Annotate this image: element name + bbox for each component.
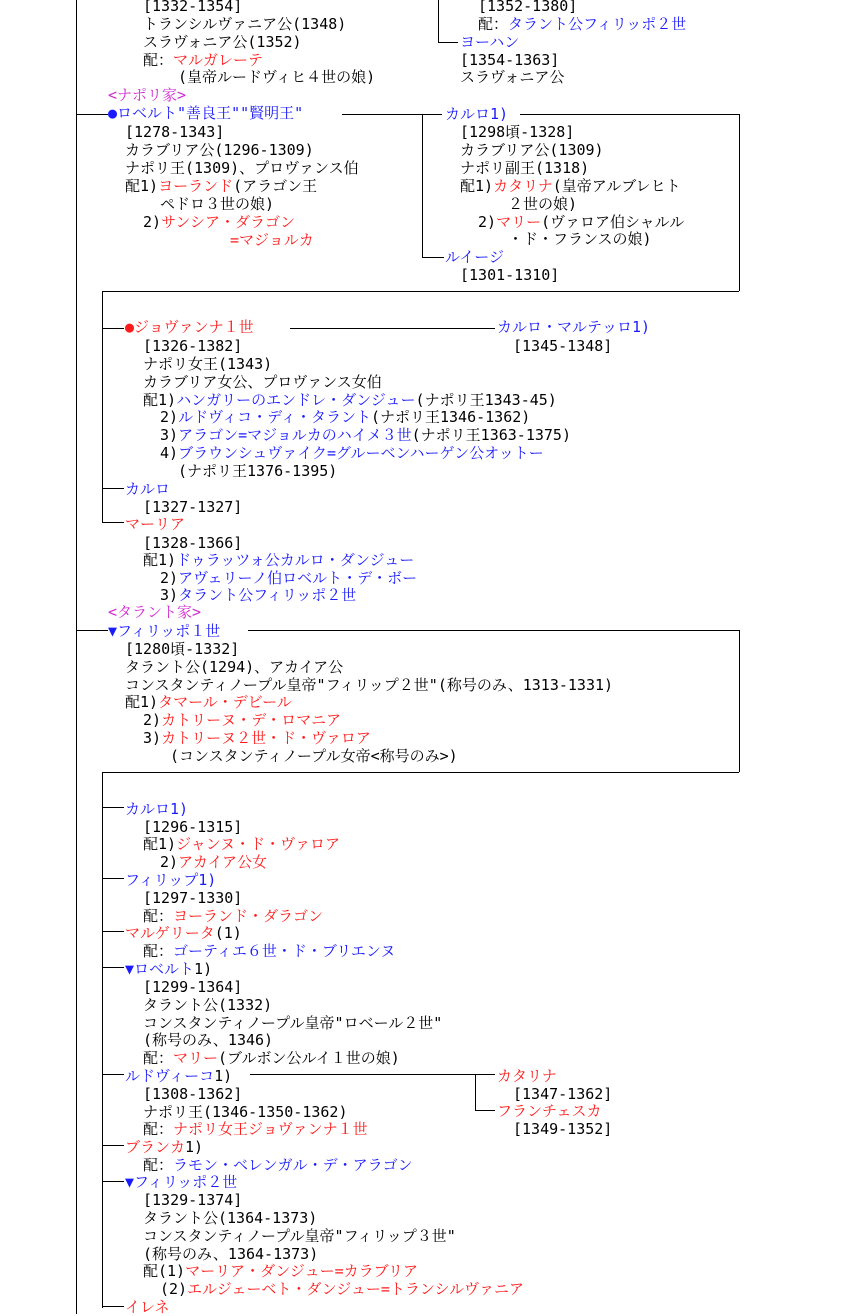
person-name: エルジェーベト・ダンジュー=トランシルヴァニア xyxy=(187,1280,525,1298)
tree-line xyxy=(460,141,604,159)
person-name: <ナポリ家> xyxy=(108,86,187,104)
detail-text: 4) xyxy=(160,444,179,462)
person-name: アラゴン=マジョルカのハイメ３世 xyxy=(178,426,412,444)
tree-line xyxy=(125,640,239,658)
person-name: ロベルト xyxy=(134,960,195,978)
detail-text: [1296-1315] xyxy=(143,818,243,836)
tree-line xyxy=(497,1102,602,1120)
detail-text: (2) xyxy=(160,1280,188,1298)
detail-text: タラント公(1332) xyxy=(143,996,273,1014)
tree-line xyxy=(143,1262,418,1280)
detail-text: 配： xyxy=(143,51,174,69)
detail-text: (1) xyxy=(214,924,242,942)
tree-line xyxy=(143,1031,273,1049)
person-name: ゴーティエ６世・ド・ブリエンヌ xyxy=(173,942,396,960)
tree-line xyxy=(108,86,186,104)
detail-text: (ナポリ王1363-1375) xyxy=(411,426,571,444)
tree-line xyxy=(108,622,220,640)
detail-text: [1352-1380] xyxy=(478,0,578,15)
person-name: ジョヴァンナ１世 xyxy=(134,318,254,336)
detail-text: スラヴォニア公 xyxy=(460,68,565,86)
detail-text: カラブリア公(1309) xyxy=(460,141,604,159)
tree-line xyxy=(143,1245,318,1263)
person-name: マルガレーテ xyxy=(173,51,264,69)
person-name: マーリア xyxy=(125,515,186,533)
tree-line xyxy=(460,68,564,86)
detail-text: ２世の娘) xyxy=(508,195,578,213)
detail-text: 3) xyxy=(160,426,179,444)
tree-line xyxy=(143,1156,413,1174)
detail-text: [1326-1382] xyxy=(143,337,243,355)
person-name: ドゥラッツォ公カルロ・ダンジュー xyxy=(176,551,415,569)
tree-line xyxy=(108,603,201,621)
detail-text: 2) xyxy=(478,213,497,231)
person-name: ブラウンシュヴァイク=グルーベンハーゲン公オットー xyxy=(178,444,544,462)
tree-line xyxy=(160,426,571,444)
tree-line xyxy=(143,978,242,996)
detail-text: (コンスタンティノープル女帝<称号のみ>) xyxy=(170,747,458,765)
person-name: サンシア・ダラゴン xyxy=(161,213,295,231)
person-name: カルロ・マルテッロ1) xyxy=(497,318,651,336)
detail-text: [1329-1374] xyxy=(143,1191,243,1209)
detail-text: トランシルヴァニア公(1348) xyxy=(143,15,347,33)
detail-text: コンスタンティノープル皇帝"フィリップ２世"(称号のみ、1313-1331) xyxy=(125,676,614,694)
detail-text: 配： xyxy=(143,942,174,960)
tree-line xyxy=(143,996,272,1014)
tree-line xyxy=(143,0,242,15)
detail-text: (ブルボン公ルイ１世の娘) xyxy=(218,1049,400,1067)
tree-line xyxy=(460,123,574,141)
person-name: マリー xyxy=(173,1049,219,1067)
person-name: ヨーランド xyxy=(158,177,234,195)
tree-line xyxy=(125,960,212,978)
tree-line xyxy=(160,586,356,604)
tree-line xyxy=(143,907,323,925)
tree-line xyxy=(445,248,504,266)
detail-text: (ヴァロア伯シャルル xyxy=(541,213,685,231)
tree-line xyxy=(460,266,559,284)
tree-line xyxy=(143,818,242,836)
detail-text: 配1) xyxy=(143,835,177,853)
tree-line xyxy=(143,1120,368,1138)
person-name: ブランカ xyxy=(125,1138,186,1156)
tree-line xyxy=(178,462,337,480)
person-name: ▼ xyxy=(125,960,135,978)
detail-text: [1298頃-1328] xyxy=(460,123,575,141)
tree-line xyxy=(143,373,382,391)
tree-line xyxy=(125,159,359,177)
tree-line xyxy=(143,51,263,69)
detail-text: スラヴォニア公(1352) xyxy=(143,33,302,51)
tree-line xyxy=(125,658,343,676)
tree-line xyxy=(143,213,295,231)
detail-text: [1327-1327] xyxy=(143,498,243,516)
person-name: <タラント家> xyxy=(108,603,202,621)
detail-text: [1280頃-1332] xyxy=(125,640,240,658)
tree-line xyxy=(143,391,557,409)
person-name: ロベルト"善良王""賢明王" xyxy=(117,104,304,122)
detail-text: 配： xyxy=(143,907,174,925)
tree-line xyxy=(125,693,292,711)
tree-line xyxy=(143,1049,400,1067)
person-name: フィリッポ２世 xyxy=(134,1173,238,1191)
person-name: フランチェスカ xyxy=(497,1102,602,1120)
tree-line xyxy=(143,1227,456,1245)
detail-text: 2) xyxy=(143,711,162,729)
detail-text: (称号のみ、1346) xyxy=(143,1031,274,1049)
tree-line xyxy=(230,231,314,249)
person-name: カトリーヌ・デ・ロマニア xyxy=(161,711,342,729)
tree-line xyxy=(160,1280,524,1298)
tree-line xyxy=(460,51,559,69)
tree-line xyxy=(143,33,302,51)
person-name: ハンガリーのエンドレ・ダンジュー xyxy=(176,391,416,409)
tree-line xyxy=(143,355,272,373)
detail-text: 2) xyxy=(160,853,179,871)
detail-text: (アラゴン王 xyxy=(233,177,318,195)
tree-line xyxy=(125,123,224,141)
tree-line xyxy=(460,159,589,177)
tree-line xyxy=(143,1085,242,1103)
detail-text: 配(1) xyxy=(143,1262,186,1280)
person-name: カルロ xyxy=(125,480,171,498)
person-name: ルイージ xyxy=(445,248,504,266)
tree-line xyxy=(125,515,185,533)
tree-line xyxy=(143,942,395,960)
tree-line xyxy=(445,105,508,123)
person-name: フィリッポ１世 xyxy=(117,622,221,640)
detail-text: ナポリ副王(1318) xyxy=(460,159,590,177)
detail-text: 2) xyxy=(143,213,162,231)
tree-line xyxy=(143,1209,317,1227)
tree-line xyxy=(143,729,371,747)
tree-line xyxy=(160,195,274,213)
detail-text: [1297-1330] xyxy=(143,889,243,907)
detail-text: [1349-1352] xyxy=(513,1120,613,1138)
detail-text: 配1) xyxy=(143,551,177,569)
person-name: ▼ xyxy=(125,1173,135,1191)
person-name: マリー xyxy=(496,213,542,231)
tree-line xyxy=(125,177,317,195)
tree-line xyxy=(143,337,242,355)
person-name: タラント公フィリッポ２世 xyxy=(178,586,357,604)
person-name: ルドヴィコ・ディ・タラント xyxy=(178,408,371,426)
detail-text: 2) xyxy=(160,408,179,426)
person-name: カタリナ xyxy=(497,1067,557,1085)
tree-line xyxy=(160,444,544,462)
person-name: ラモン・ベレンガル・デ・アラゴン xyxy=(173,1156,413,1174)
tree-line xyxy=(125,676,613,694)
tree-line xyxy=(125,924,242,942)
tree-line xyxy=(508,195,577,213)
person-name: カルロ1) xyxy=(125,800,189,818)
person-name: アヴェリーノ伯ロベルト・デ・ボー xyxy=(178,569,418,587)
detail-text: カラブリア女公、プロヴァンス女伯 xyxy=(143,373,382,391)
tree-line xyxy=(125,800,188,818)
tree-line xyxy=(460,33,519,51)
detail-text: タラント公(1294)、アカイア公 xyxy=(125,658,344,676)
detail-text: [1299-1364] xyxy=(143,978,243,996)
tree-line xyxy=(160,569,417,587)
tree-line xyxy=(143,15,346,33)
person-name: タラント公フィリッポ２世 xyxy=(508,15,687,33)
tree-line xyxy=(460,177,681,195)
person-name: フィリップ1) xyxy=(125,871,217,889)
detail-text: 3) xyxy=(160,586,179,604)
detail-text: (皇帝アルブレヒト xyxy=(552,177,681,195)
tree-line xyxy=(160,408,530,426)
person-name: ヨーハン xyxy=(460,33,520,51)
detail-text: 1) xyxy=(194,960,213,978)
tree-line xyxy=(513,337,612,355)
tree-line xyxy=(143,498,242,516)
person-name: ● xyxy=(108,104,118,122)
tree-line xyxy=(143,551,414,569)
tree-line xyxy=(497,318,650,336)
tree-line xyxy=(143,534,242,552)
detail-text: (ナポリ王1346-1362) xyxy=(370,408,531,426)
person-name: アカイア公女 xyxy=(178,853,268,871)
person-name: カルロ1) xyxy=(445,105,509,123)
detail-text: ナポリ女王(1343) xyxy=(143,355,273,373)
detail-text: 配1) xyxy=(143,391,177,409)
detail-text: [1347-1362] xyxy=(513,1085,613,1103)
detail-text: 1) xyxy=(185,1138,204,1156)
tree-line xyxy=(125,1298,170,1316)
tree-line xyxy=(508,230,652,248)
tree-line xyxy=(478,15,686,33)
tree-line xyxy=(497,1067,557,1085)
tree-line xyxy=(125,318,254,336)
tree-line xyxy=(160,853,267,871)
person-name: カトリーヌ２世・ド・ヴァロア xyxy=(161,729,371,747)
person-name: カタリナ xyxy=(493,177,553,195)
detail-text: 配1) xyxy=(125,693,159,711)
tree-line xyxy=(478,213,684,231)
person-name: ルドヴィーコ xyxy=(125,1067,215,1085)
detail-text: (皇帝ルードヴィヒ４世の娘) xyxy=(178,68,376,86)
detail-text: 配1) xyxy=(125,177,159,195)
detail-text: (ナポリ王1343-45) xyxy=(415,391,557,409)
detail-text: 3) xyxy=(143,729,162,747)
tree-line xyxy=(143,1014,442,1032)
detail-text: (称号のみ、1364-1373) xyxy=(143,1245,319,1263)
detail-text: [1308-1362] xyxy=(143,1085,243,1103)
person-name: タマール・デビール xyxy=(158,693,292,711)
detail-text: ナポリ王(1309)、プロヴァンス伯 xyxy=(125,159,359,177)
detail-text: コンスタンティノープル皇帝"フィリップ３世" xyxy=(143,1227,456,1245)
detail-text: 配： xyxy=(478,15,509,33)
tree-line xyxy=(125,1138,203,1156)
detail-text: [1354-1363] xyxy=(460,51,560,69)
detail-text: 配： xyxy=(143,1156,174,1174)
tree-line xyxy=(143,1191,242,1209)
person-name: =マジョルカ xyxy=(230,231,314,249)
tree-line xyxy=(125,871,216,889)
detail-text: 1) xyxy=(214,1067,233,1085)
tree-line xyxy=(170,747,458,765)
person-name: マーリア・ダンジュー=カラブリア xyxy=(185,1262,419,1280)
tree-line xyxy=(513,1085,612,1103)
detail-text: 配1) xyxy=(460,177,494,195)
tree-line xyxy=(143,889,242,907)
tree-line xyxy=(513,1120,612,1138)
person-name: ナポリ女王ジョヴァンナ１世 xyxy=(173,1120,368,1138)
detail-text: 配： xyxy=(143,1120,174,1138)
detail-text: [1278-1343] xyxy=(125,123,225,141)
tree-line xyxy=(143,1103,348,1121)
person-name: ● xyxy=(125,318,135,336)
detail-text: ・ド・フランスの娘) xyxy=(508,230,652,248)
person-name: ジャンヌ・ド・ヴァロア xyxy=(176,835,341,853)
person-name: ヨーランド・ダラゴン xyxy=(173,907,324,925)
tree-line xyxy=(108,104,303,122)
detail-text: ペドロ３世の娘) xyxy=(160,195,275,213)
detail-text: [1332-1354] xyxy=(143,0,243,15)
tree-line xyxy=(143,835,340,853)
detail-text: タラント公(1364-1373) xyxy=(143,1209,318,1227)
detail-text: (ナポリ王1376-1395) xyxy=(178,462,338,480)
person-name: イレネ xyxy=(125,1298,170,1316)
person-name: マルゲリータ xyxy=(125,924,215,942)
detail-text: 2) xyxy=(160,569,179,587)
detail-text: コンスタンティノープル皇帝"ロベール２世" xyxy=(143,1014,443,1032)
detail-text: [1328-1366] xyxy=(143,534,243,552)
person-name: ▼ xyxy=(108,622,118,640)
tree-line xyxy=(478,0,577,15)
tree-line xyxy=(125,141,314,159)
tree-line xyxy=(125,480,170,498)
detail-text: 配： xyxy=(143,1049,174,1067)
tree-line xyxy=(125,1067,232,1085)
tree-line xyxy=(178,68,375,86)
tree-line xyxy=(143,711,341,729)
detail-text: [1345-1348] xyxy=(513,337,613,355)
tree-line xyxy=(125,1173,237,1191)
detail-text: [1301-1310] xyxy=(460,266,560,284)
detail-text: カラブリア公(1296-1309) xyxy=(125,141,314,159)
detail-text: ナポリ王(1346-1350-1362) xyxy=(143,1103,348,1121)
